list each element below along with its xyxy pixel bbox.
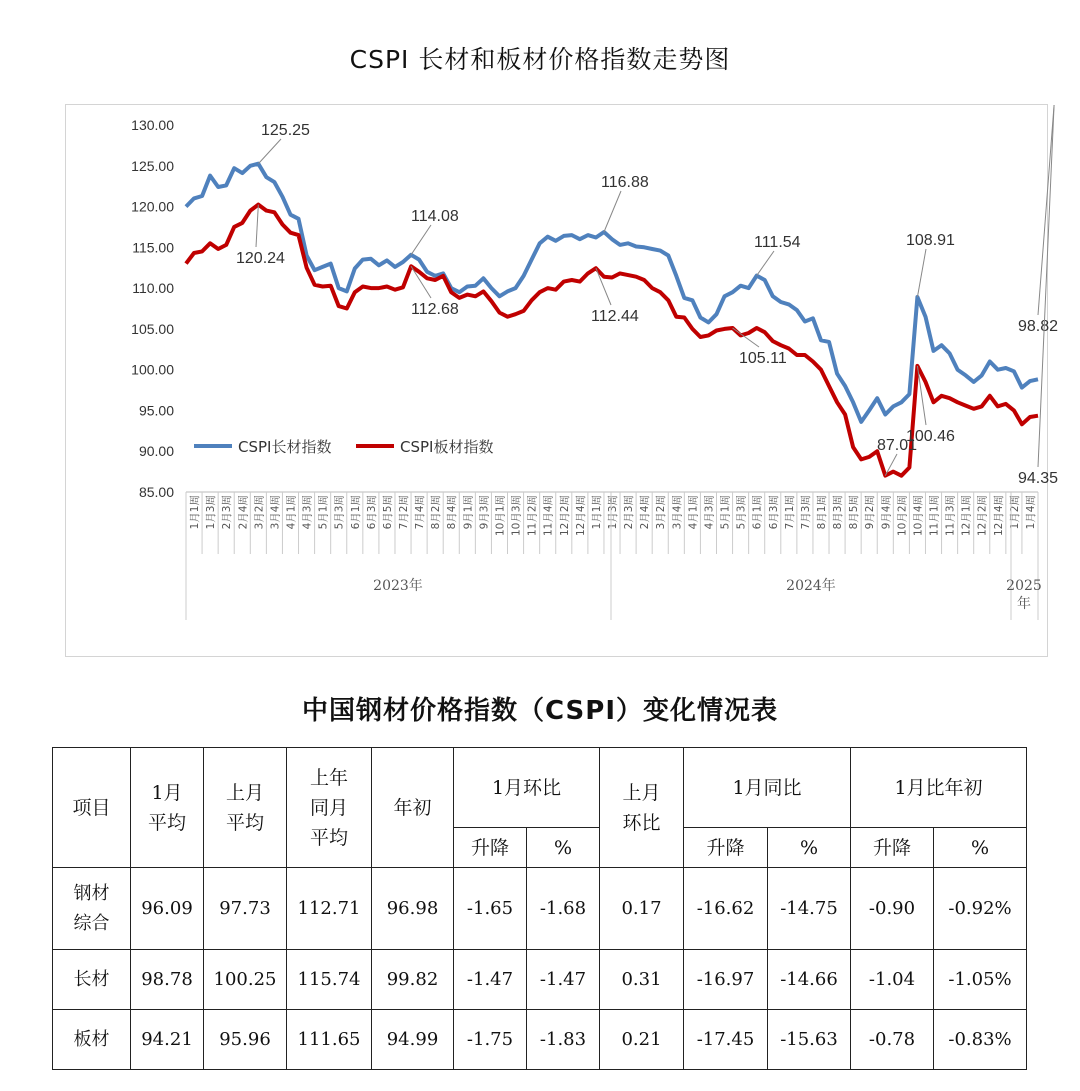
x-tick-label: 12月2周 — [976, 495, 989, 537]
row-label: 长材 — [53, 950, 131, 1010]
x-tick-label: 4月1周 — [687, 495, 700, 530]
chart-title: CSPI 长材和板材价格指数走势图 — [349, 45, 731, 74]
x-tick-label: 9月4周 — [880, 495, 893, 530]
x-tick-label: 1月3周 — [607, 495, 619, 530]
y-tick-label: 120.00 — [131, 198, 174, 215]
x-tick-label: 8月4周 — [446, 495, 459, 530]
x-tick-label: 6月3周 — [365, 495, 378, 530]
y-tick-label: 90.00 — [138, 443, 174, 460]
x-tick-label: 5月3周 — [333, 495, 346, 530]
y-tick-label: 125.00 — [131, 157, 174, 174]
x-tick-label: 8月3周 — [832, 495, 845, 530]
x-tick-label: 10月1周 — [494, 495, 507, 537]
header-mom-change: 升降 — [454, 828, 527, 868]
x-tick-label: 8月2周 — [430, 495, 443, 530]
x-tick-label: 3月4周 — [269, 495, 282, 530]
data-label: 98.82 — [1018, 318, 1059, 335]
header-yoy-change: 升降 — [684, 828, 768, 868]
table-cell: -1.47 — [527, 950, 600, 1010]
y-tick-label: 100.00 — [131, 361, 174, 378]
table-cell: -1.83 — [527, 1010, 600, 1070]
x-tick-label: 1月1周 — [189, 495, 202, 530]
table-cell: 100.25 — [204, 950, 287, 1010]
table-cell: -1.04 — [851, 950, 934, 1010]
header-mom-pct: % — [527, 828, 600, 868]
year-label: 2024年 — [786, 578, 836, 594]
year-label: 年 — [1017, 596, 1031, 612]
annotation-leader — [757, 251, 774, 276]
x-tick-label: 6月1周 — [349, 495, 362, 530]
data-label: 94.35 — [1018, 470, 1059, 487]
x-tick-label: 11月1周 — [928, 495, 941, 537]
header-vs-year-start: 1月比年初 — [851, 748, 1027, 828]
x-tick-label: 8月1周 — [815, 495, 828, 530]
x-tick-label: 4月3周 — [703, 495, 716, 530]
x-tick-label: 1月1周 — [590, 495, 603, 530]
header-ys-pct: % — [934, 828, 1027, 868]
x-tick-label: 1月4周 — [1024, 495, 1037, 530]
x-tick-label: 8月5周 — [848, 495, 861, 530]
y-tick-label: 105.00 — [131, 320, 174, 337]
data-label: 111.54 — [754, 234, 801, 251]
table-cell: -0.90 — [851, 868, 934, 950]
x-tick-label: 2月4周 — [237, 495, 250, 530]
x-tick-label: 2月3周 — [221, 495, 234, 530]
header-ys-change: 升降 — [851, 828, 934, 868]
table-cell: -17.45 — [684, 1010, 768, 1070]
table-cell: 0.31 — [600, 950, 684, 1010]
x-tick-label: 3月4周 — [671, 495, 684, 530]
x-tick-label: 3月2周 — [655, 495, 668, 530]
data-label: 125.25 — [261, 122, 310, 139]
table-cell: -14.66 — [768, 950, 851, 1010]
x-tick-label: 7月3周 — [799, 495, 812, 530]
table-cell: -1.75 — [454, 1010, 527, 1070]
x-tick-label: 11月3周 — [944, 495, 957, 537]
table-cell: 99.82 — [372, 950, 454, 1010]
table-cell: 98.78 — [131, 950, 204, 1010]
data-label: 120.24 — [236, 250, 285, 267]
y-tick-label: 85.00 — [138, 484, 174, 500]
data-label: 105.11 — [739, 350, 787, 367]
series-line-long-products — [186, 164, 1038, 422]
table-cell: 96.98 — [372, 868, 454, 950]
table-cell: 0.17 — [600, 868, 684, 950]
table-cell: 112.71 — [287, 868, 372, 950]
annotation-leader — [256, 205, 258, 247]
year-label: 2025 — [1006, 578, 1042, 594]
table-row — [53, 950, 1027, 1010]
x-tick-label: 12月4周 — [574, 495, 587, 537]
x-tick-label: 9月1周 — [462, 495, 475, 530]
annotation-leader — [917, 249, 926, 297]
table-cell: -15.63 — [768, 1010, 851, 1070]
annotation-leader — [411, 225, 431, 255]
data-label: 116.88 — [601, 174, 649, 191]
row-label: 板材 — [53, 1010, 131, 1070]
table-row — [53, 1010, 1027, 1070]
x-tick-label: 1月2周 — [1008, 495, 1021, 530]
x-tick-label: 11月2周 — [526, 495, 539, 537]
table-cell: 115.74 — [287, 950, 372, 1010]
table-cell: -1.47 — [454, 950, 527, 1010]
table-cell: -14.75 — [768, 868, 851, 950]
x-tick-label: 5月1周 — [317, 495, 330, 530]
table-cell: 111.65 — [287, 1010, 372, 1070]
x-tick-label: 7月2周 — [398, 495, 411, 530]
table-cell: -0.92% — [934, 868, 1027, 950]
x-tick-label: 4月1周 — [285, 495, 298, 530]
header-jan-avg: 1月平均 — [131, 748, 204, 868]
table-cell: -16.62 — [684, 868, 768, 950]
x-tick-label: 7月1周 — [783, 495, 796, 530]
data-label: 112.44 — [591, 308, 639, 325]
chart-area — [65, 104, 1059, 657]
table-row — [53, 868, 1027, 950]
cspi-change-table — [52, 747, 1027, 1070]
x-tick-label: 9月2周 — [864, 495, 877, 530]
annotation-leader — [258, 139, 281, 164]
legend-label: CSPI长材指数 — [238, 438, 332, 456]
table-cell: 96.09 — [131, 868, 204, 950]
x-tick-label: 10月2周 — [896, 495, 909, 537]
x-tick-label: 6月5周 — [381, 495, 394, 530]
year-label: 2023年 — [373, 578, 423, 594]
x-tick-label: 9月3周 — [478, 495, 491, 530]
table-cell: -1.05% — [934, 950, 1027, 1010]
table-cell: -0.83% — [934, 1010, 1027, 1070]
table-cell: 95.96 — [204, 1010, 287, 1070]
table-cell: 97.73 — [204, 868, 287, 950]
header-last-month-avg: 上月平均 — [204, 748, 287, 868]
y-tick-label: 110.00 — [132, 280, 174, 297]
header-mom: 1月环比 — [454, 748, 600, 828]
table-title: 中国钢材价格指数（CSPI）变化情况表 — [301, 696, 779, 726]
y-tick-label: 115.00 — [132, 239, 174, 256]
x-tick-label: 7月4周 — [414, 495, 427, 530]
data-label: 100.46 — [906, 428, 955, 445]
table-cell: 0.21 — [600, 1010, 684, 1070]
annotation-leader — [604, 191, 621, 232]
x-tick-label: 1月3周 — [205, 495, 218, 530]
x-tick-label: 4月3周 — [301, 495, 314, 530]
x-tick-label: 10月4周 — [912, 495, 925, 537]
header-year-start: 年初 — [372, 748, 454, 868]
data-label: 112.68 — [411, 301, 459, 318]
x-tick-label: 2月3周 — [623, 495, 636, 530]
data-label: 87.01 — [877, 437, 918, 454]
data-label: 114.08 — [411, 208, 459, 225]
table-cell: -16.97 — [684, 950, 768, 1010]
header-yoy: 1月同比 — [684, 748, 851, 828]
y-tick-label: 95.00 — [138, 402, 174, 419]
x-tick-label: 6月1周 — [751, 495, 764, 530]
x-tick-label: 3月2周 — [253, 495, 266, 530]
y-tick-label: 130.00 — [131, 117, 174, 133]
x-tick-label: 2月4周 — [639, 495, 652, 530]
x-tick-label: 6月3周 — [767, 495, 780, 530]
x-tick-label: 11月4周 — [542, 495, 555, 537]
legend-label: CSPI板材指数 — [400, 438, 494, 456]
header-last-month-mom: 上月环比 — [600, 748, 684, 868]
table-cell: -1.68 — [527, 868, 600, 950]
x-tick-label: 12月2周 — [558, 495, 571, 537]
x-tick-label: 12月1周 — [960, 495, 973, 537]
row-label: 钢材综合 — [53, 868, 131, 950]
x-tick-label: 10月3周 — [510, 495, 523, 537]
table-cell: -0.78 — [851, 1010, 934, 1070]
table-cell: 94.99 — [372, 1010, 454, 1070]
x-tick-label: 5月3周 — [735, 495, 748, 530]
x-tick-label: 12月4周 — [992, 495, 1005, 537]
table-cell: 94.21 — [131, 1010, 204, 1070]
header-item: 项目 — [53, 748, 131, 868]
data-label: 108.91 — [906, 232, 955, 249]
x-tick-label: 5月1周 — [719, 495, 732, 530]
table-cell: -1.65 — [454, 868, 527, 950]
line-chart — [66, 105, 1059, 658]
header-yoy-pct: % — [768, 828, 851, 868]
header-last-year-same-month: 上年同月平均 — [287, 748, 372, 868]
